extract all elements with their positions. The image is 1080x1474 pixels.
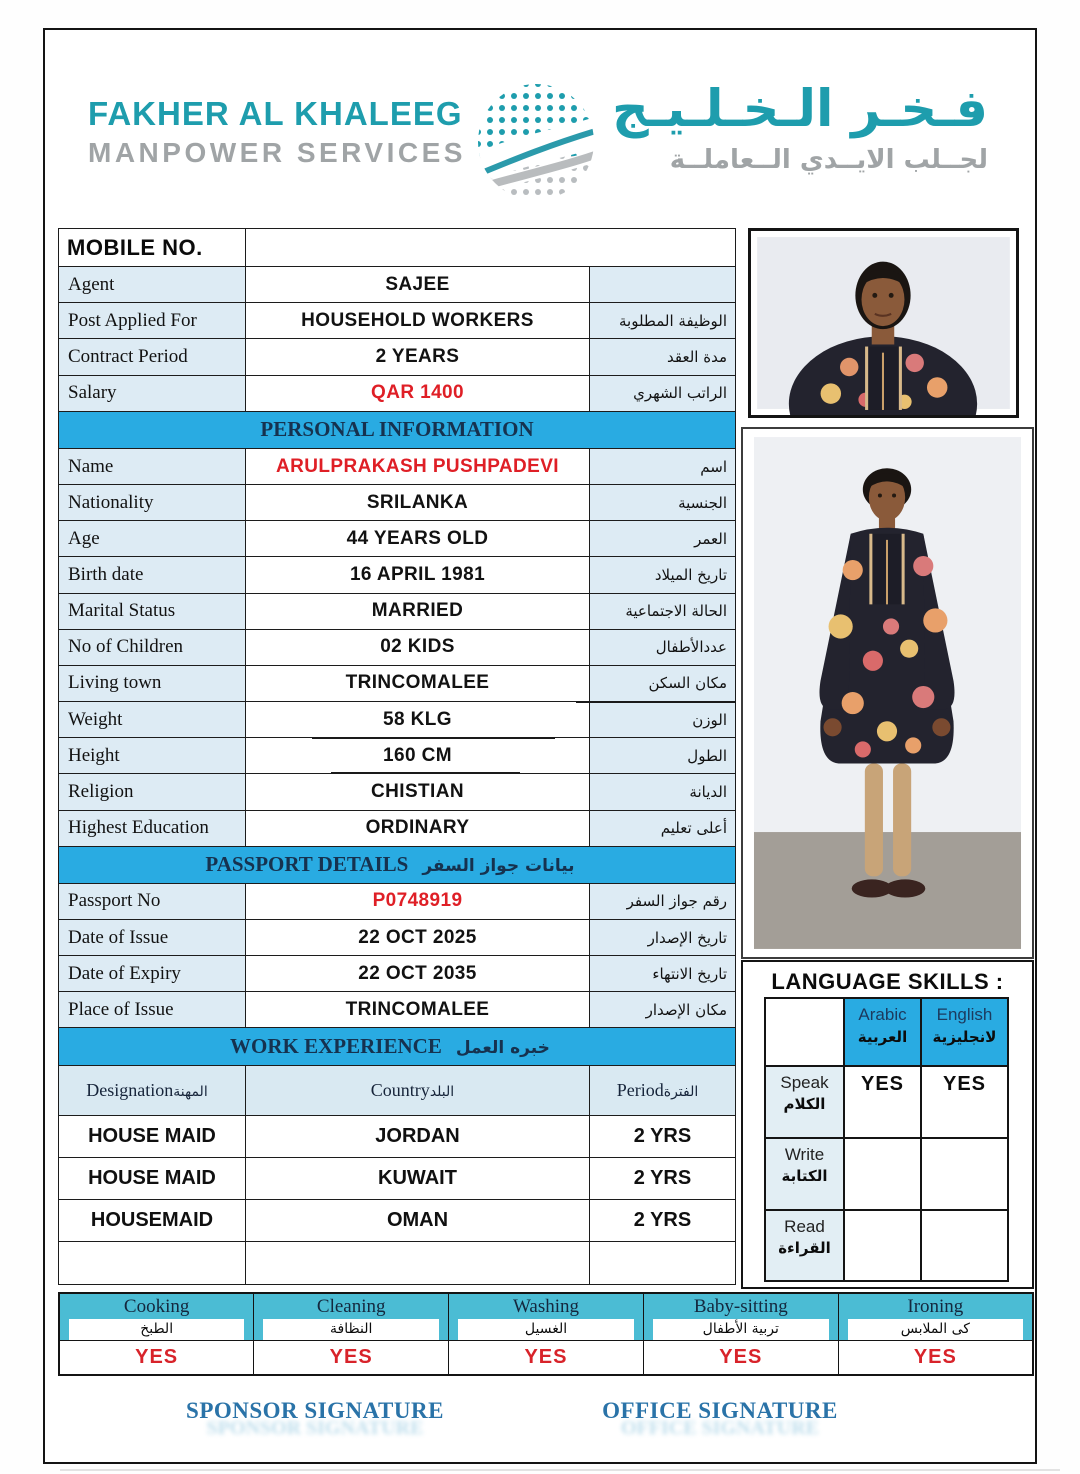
arabic-column-label: Arabic — [858, 1005, 907, 1024]
language-header-row — [765, 998, 1008, 1066]
children-label: No of Children — [59, 629, 246, 665]
household-skills-header-row — [59, 1293, 1033, 1341]
cooking-value: YES — [59, 1341, 254, 1376]
agency-name-line2: MANPOWER SERVICES — [88, 137, 466, 168]
agency-name-arabic — [611, 80, 988, 175]
contract-period-value: 2 YEARS — [246, 339, 590, 375]
education-value: ORDINARY — [246, 810, 590, 846]
issue-place-label-arabic: مكان الإصدار — [590, 992, 736, 1028]
work-experience-row — [59, 1158, 736, 1200]
work-country — [246, 1242, 590, 1285]
read-label-cell — [765, 1210, 844, 1281]
office-signature-ghost: OFFICE SIGNATURE — [621, 1417, 819, 1439]
education-label: Highest Education — [59, 810, 246, 846]
education-row — [59, 810, 736, 846]
contract-period-label: Contract Period — [59, 339, 246, 375]
nationality-row — [59, 485, 736, 521]
applicant-headshot-photo — [748, 228, 1019, 418]
issue-date-label: Date of Issue — [59, 920, 246, 956]
agency-name-line1: FAKHER AL KHALEEG — [88, 95, 463, 132]
write-label-arabic: الكتابة — [781, 1167, 828, 1185]
age-value: 44 YEARS OLD — [246, 521, 590, 557]
height-label: Height — [59, 738, 246, 774]
marital-status-value: MARRIED — [246, 593, 590, 629]
cooking-label: Cooking — [123, 1296, 190, 1317]
children-row — [59, 629, 736, 665]
name-value: ARULPRAKASH PUSHPADEVI — [246, 448, 590, 484]
cleaning-label: Cleaning — [316, 1296, 386, 1317]
post-applied-label-arabic: الوظيفة المطلوبة — [590, 303, 736, 339]
english-column-label-arabic: لانجليزية — [932, 1028, 997, 1046]
agent-value: SAJEE — [246, 267, 590, 303]
living-town-value: TRINCOMALEE — [246, 665, 590, 701]
salary-row — [59, 375, 736, 411]
height-value: 160 CM — [246, 738, 590, 774]
mobile-no-label: MOBILE NO. — [59, 229, 246, 267]
language-skills-panel — [741, 960, 1034, 1289]
expiry-date-value: 22 OCT 2035 — [246, 956, 590, 992]
arabic-column-header — [844, 998, 921, 1066]
contract-period-label-arabic: مدة العقد — [590, 339, 736, 375]
washing-value: YES — [449, 1341, 644, 1376]
speak-english-value: YES — [921, 1066, 1008, 1138]
work-country: JORDAN — [246, 1115, 590, 1157]
cleaning-header-cell — [254, 1293, 449, 1341]
household-skills-value-row — [59, 1341, 1033, 1376]
sponsor-signature-label: SPONSOR SIGNATURE — [186, 1398, 444, 1423]
birth-date-label: Birth date — [59, 557, 246, 593]
ironing-value: YES — [838, 1341, 1033, 1376]
passport-no-label: Passport No — [59, 883, 246, 919]
underline-artifact — [331, 772, 520, 774]
speak-arabic-value: YES — [844, 1066, 921, 1138]
salary-label: Salary — [59, 375, 246, 411]
issue-place-label: Place of Issue — [59, 992, 246, 1028]
agent-label-arabic — [590, 267, 736, 303]
applicant-info-table — [58, 228, 736, 1285]
passport-no-value: P0748919 — [246, 883, 590, 919]
contract-period-row — [59, 339, 736, 375]
baby-sitting-label: Baby-sitting — [693, 1296, 788, 1317]
weight-row — [59, 702, 736, 738]
designation-column-header-arabic: المهنة — [173, 1083, 208, 1100]
applicant-full-length-photo — [741, 427, 1034, 959]
expiry-date-label-arabic: تاريخ الانتهاء — [590, 956, 736, 992]
work-experience-row — [59, 1200, 736, 1242]
issue-date-row — [59, 920, 736, 956]
read-label: Read — [784, 1217, 825, 1236]
children-label-arabic: عددالأطفال — [590, 629, 736, 665]
name-label: Name — [59, 448, 246, 484]
agent-label: Agent — [59, 267, 246, 303]
work-experience-row — [59, 1115, 736, 1157]
name-label-arabic: اسم — [590, 448, 736, 484]
baby-sitting-header-cell — [643, 1293, 838, 1341]
read-arabic-value — [844, 1210, 921, 1281]
birth-date-value: 16 APRIL 1981 — [246, 557, 590, 593]
passport-section-title-arabic: بيانات جواز السفر — [422, 856, 575, 877]
language-corner-cell — [765, 998, 844, 1066]
underline-artifact — [576, 701, 735, 703]
work-experience-title: WORK EXPERIENCE — [230, 1034, 442, 1059]
page-edge-shadow — [60, 1469, 1060, 1471]
english-column-label: English — [936, 1005, 993, 1024]
height-row — [59, 738, 736, 774]
nationality-label-arabic: الجنسية — [590, 485, 736, 521]
agent-row — [59, 267, 736, 303]
cooking-header-cell — [59, 1293, 254, 1341]
washing-label: Washing — [512, 1296, 579, 1317]
living-town-label-arabic: مكان السكن — [590, 665, 736, 701]
children-value: 02 KIDS — [246, 629, 590, 665]
work-designation — [59, 1242, 246, 1285]
work-country: KUWAIT — [246, 1158, 590, 1200]
salary-label-arabic: الراتب الشهري — [590, 375, 736, 411]
work-period: 2 YRS — [590, 1200, 736, 1242]
issue-date-label-arabic: تاريخ الإصدار — [590, 920, 736, 956]
marital-status-label-arabic: الحالة الاجتماعية — [590, 593, 736, 629]
period-column-header-arabic: الفترة — [663, 1083, 699, 1100]
ironing-header-cell — [838, 1293, 1033, 1341]
ironing-label: Ironing — [907, 1296, 964, 1317]
work-experience-section-header — [59, 1028, 736, 1065]
work-designation: HOUSEMAID — [59, 1200, 246, 1242]
country-column-header: Country — [370, 1079, 430, 1100]
office-signature-label: OFFICE SIGNATURE — [602, 1398, 838, 1423]
speak-label-cell — [765, 1066, 844, 1138]
issue-place-value: TRINCOMALEE — [246, 992, 590, 1028]
work-designation: HOUSE MAID — [59, 1115, 246, 1157]
religion-label-arabic: الديانة — [590, 774, 736, 810]
underline-artifact — [312, 737, 555, 739]
mobile-no-value — [246, 229, 736, 267]
cleaning-value: YES — [254, 1341, 449, 1376]
english-column-header — [921, 998, 1008, 1066]
marital-status-row — [59, 593, 736, 629]
agency-globe-dots-logo-icon — [448, 78, 623, 208]
washing-header-cell — [449, 1293, 644, 1341]
period-column-header: Period — [616, 1079, 664, 1100]
write-arabic-value — [844, 1138, 921, 1210]
marital-status-label: Marital Status — [59, 593, 246, 629]
speak-label-arabic: الكلام — [783, 1095, 826, 1113]
cooking-label-arabic: الطبخ — [69, 1319, 244, 1340]
issue-place-row — [59, 992, 736, 1028]
height-label-arabic: الطول — [590, 738, 736, 774]
expiry-date-row — [59, 956, 736, 992]
work-period: 2 YRS — [590, 1115, 736, 1157]
baby-sitting-label-arabic: تربية الأطفال — [653, 1319, 829, 1340]
post-applied-row — [59, 303, 736, 339]
religion-row — [59, 774, 736, 810]
issue-date-value: 22 OCT 2025 — [246, 920, 590, 956]
read-english-value — [921, 1210, 1008, 1281]
speak-row — [765, 1066, 1008, 1138]
arabic-column-label-arabic: العربية — [857, 1028, 908, 1046]
personal-info-section-header — [59, 411, 736, 448]
nationality-value: SRILANKA — [246, 485, 590, 521]
work-period — [590, 1242, 736, 1285]
speak-label: Speak — [780, 1073, 829, 1092]
religion-value: CHISTIAN — [246, 774, 590, 810]
work-experience-empty-row — [59, 1242, 736, 1285]
work-experience-title-arabic: خبره العمل — [455, 1038, 550, 1059]
nationality-label: Nationality — [59, 485, 246, 521]
personal-info-title: PERSONAL INFORMATION — [260, 417, 534, 442]
passport-no-row — [59, 883, 736, 919]
read-label-arabic: القراءة — [778, 1239, 831, 1257]
age-label: Age — [59, 521, 246, 557]
agency-name-arabic-line2: لجــلب الايــدي الــعاملــة — [669, 145, 988, 175]
post-applied-value: HOUSEHOLD WORKERS — [246, 303, 590, 339]
read-row — [765, 1210, 1008, 1281]
agency-name-arabic-line1: فـخـر الـخـلـيـج — [611, 80, 988, 139]
agency-name-english — [88, 97, 466, 167]
expiry-date-label: Date of Expiry — [59, 956, 246, 992]
write-english-value — [921, 1138, 1008, 1210]
ironing-label-arabic: كى الملابس — [848, 1319, 1023, 1340]
country-column-header-arabic: البلد — [429, 1083, 455, 1100]
cleaning-label-arabic: النظافة — [263, 1319, 439, 1340]
baby-sitting-value: YES — [643, 1341, 838, 1376]
age-label-arabic: العمر — [590, 521, 736, 557]
post-applied-label: Post Applied For — [59, 303, 246, 339]
write-label-cell — [765, 1138, 844, 1210]
age-row — [59, 521, 736, 557]
education-label-arabic: أعلى تعليم — [590, 810, 736, 846]
write-label: Write — [784, 1145, 825, 1164]
weight-label: Weight — [59, 702, 246, 738]
language-skills-title: LANGUAGE SKILLS : — [771, 969, 1004, 994]
weight-label-arabic: الوزن — [590, 702, 736, 738]
salary-value: QAR 1400 — [246, 375, 590, 411]
work-experience-column-headers — [59, 1065, 736, 1115]
passport-section-title: PASSPORT DETAILS — [205, 852, 409, 877]
work-designation: HOUSE MAID — [59, 1158, 246, 1200]
language-skills-table — [764, 997, 1009, 1282]
passport-section-header — [59, 846, 736, 883]
name-row — [59, 448, 736, 484]
washing-label-arabic: الغسيل — [458, 1319, 634, 1340]
sponsor-signature-ghost: SPONSOR SIGNATURE — [206, 1417, 424, 1439]
household-skills-table — [58, 1292, 1034, 1376]
weight-value: 58 KLG — [246, 702, 590, 738]
work-country: OMAN — [246, 1200, 590, 1242]
living-town-label: Living town — [59, 665, 246, 701]
living-town-row — [59, 665, 736, 701]
work-period: 2 YRS — [590, 1158, 736, 1200]
mobile-no-row — [59, 229, 736, 267]
passport-no-label-arabic: رقم جواز السفر — [590, 883, 736, 919]
religion-label: Religion — [59, 774, 246, 810]
designation-column-header: Designation — [86, 1079, 174, 1100]
birth-date-row — [59, 557, 736, 593]
write-row — [765, 1138, 1008, 1210]
birth-date-label-arabic: تاريخ الميلاد — [590, 557, 736, 593]
